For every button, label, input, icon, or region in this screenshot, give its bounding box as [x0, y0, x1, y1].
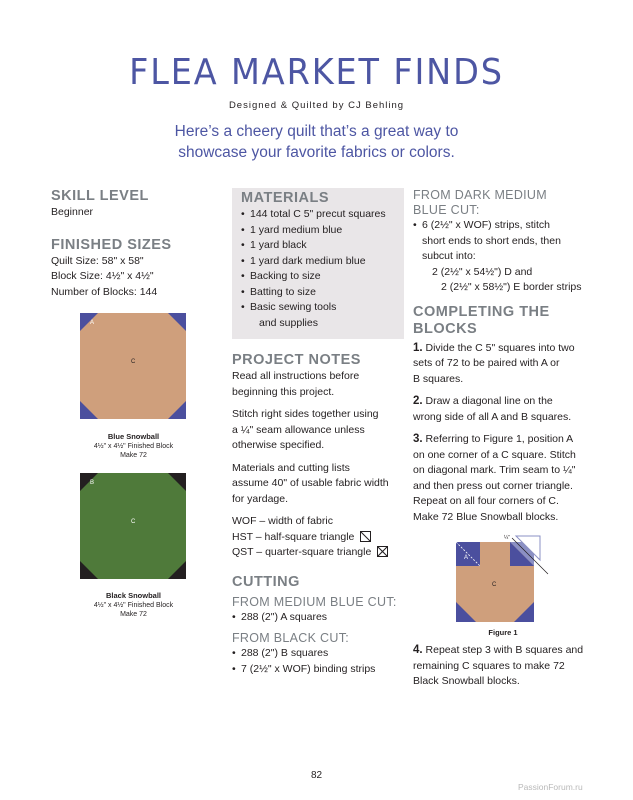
black-snowball-caption [51, 591, 216, 619]
note-line: Stitch right sides together using [232, 408, 379, 420]
figure-1-diagram [454, 530, 550, 624]
skill-level-heading: SKILL LEVEL [51, 188, 149, 204]
step-line: Draw a diagonal line on the [425, 395, 553, 407]
note-line: Materials and cutting lists [232, 461, 350, 474]
half-square-triangle-icon [360, 531, 371, 542]
page-title: FLEA MARKET FINDS [129, 52, 504, 93]
black-block-label-b: B [90, 480, 95, 486]
blue-snowball-block-figure [80, 313, 186, 419]
finished-sizes-heading: FINISHED SIZES [51, 236, 172, 253]
subtitle-line: Here’s a cheery quilt that’s a great way to [174, 123, 459, 140]
note-line: assume 40" of usable fabric width [232, 477, 389, 489]
figure-label-quarter-inch: ¼" [504, 535, 510, 541]
abbrev-qst [232, 545, 404, 561]
blue-block-center-c [80, 313, 186, 419]
step-number: 4. [413, 644, 423, 656]
materials-item-continued: and supplies [259, 316, 318, 329]
page-number: 82 [310, 770, 323, 781]
skill-level-value: Beginner [51, 206, 94, 218]
step-1 [413, 341, 593, 388]
materials-item: • 1 yard medium blue [241, 223, 396, 239]
completing-blocks-heading [413, 304, 593, 338]
cutting-item: • 6 (2½" x WOF) strips, stitch [413, 218, 593, 234]
materials-item: • Backing to size [241, 269, 396, 285]
blue-snowball-caption [51, 432, 216, 460]
materials-item: • 144 total C 5" precut squares [241, 207, 396, 223]
step-line: Divide the C 5" squares into two [425, 341, 575, 354]
cutting-medium-blue-heading: FROM MEDIUM BLUE CUT: [232, 594, 397, 609]
materials-item: • 1 yard dark medium blue [241, 254, 396, 270]
figure-label-a: A [464, 555, 469, 561]
cutting-item: • 288 (2") B squares [232, 646, 404, 662]
step-line: on one corner of a C square. Stitch [413, 448, 576, 461]
note-line: Read all instructions before [232, 370, 360, 382]
materials-box [232, 188, 404, 339]
quarter-square-triangle-icon [377, 546, 388, 557]
subcut-item: 2 (2½" x 54½") D and [432, 265, 533, 278]
cutting-item: • 288 (2") A squares [232, 610, 404, 626]
caption-size: 4½" x 4½" Finished Block [93, 602, 174, 609]
step-4 [413, 643, 593, 690]
step-line: wrong side of all A and B squares. [413, 410, 572, 423]
abbrev-wof: WOF – width of fabric [232, 515, 333, 527]
caption-title: Blue Snowball [107, 432, 160, 441]
step-3 [413, 432, 593, 525]
step-number: 1. [413, 341, 423, 354]
step-line: sets of 72 to be paired with A or [413, 357, 560, 369]
watermark: PassionForum.ru [518, 782, 583, 792]
caption-make: Make 72 [120, 452, 147, 459]
materials-item: • 1 yard black [241, 238, 396, 254]
blue-block-label-c: C [131, 359, 136, 365]
materials-item: • Basic sewing tools [241, 300, 396, 316]
materials-item: • Batting to size [241, 285, 396, 301]
step-line: remaining C squares to make 72 [413, 659, 565, 672]
step-2 [413, 394, 593, 425]
block-size: Block Size: 4½" x 4½" [51, 270, 154, 282]
cutting-black-heading: FROM BLACK CUT: [232, 631, 350, 645]
cutting-heading: CUTTING [232, 573, 300, 590]
subtitle [0, 121, 633, 163]
note-line: a ¼" seam allowance unless [232, 423, 365, 436]
designer-byline: Designed & Quilted by CJ Behling [228, 100, 405, 111]
abbrev-hst-text: HST – half-square triangle [232, 530, 355, 543]
abbrev-hst [232, 530, 404, 546]
step-line: and then press out corner triangle. [413, 479, 573, 492]
figure-label-c: C [492, 582, 497, 588]
step-line: on diagonal mark. Trim seam to ¼" [413, 464, 576, 476]
subcut-item: 2 (2½" x 58½") E border strips [441, 281, 582, 293]
cutting-item: • 7 (2½" x WOF) binding strips [232, 662, 404, 678]
step-line: Referring to Figure 1, position A [425, 433, 574, 445]
caption-title: Black Snowball [105, 591, 162, 600]
cutting-item-continued: subcut into: [422, 250, 476, 262]
step-line: Repeat on all four corners of C. [413, 495, 559, 507]
materials-heading: MATERIALS [241, 190, 330, 206]
step-line: Repeat step 3 with B squares and [425, 644, 584, 656]
heading-line: COMPLETING THE [413, 303, 550, 320]
project-notes-heading: PROJECT NOTES [232, 352, 361, 368]
abbrev-qst-text: QST – quarter-square triangle [232, 546, 372, 558]
left-column [51, 188, 221, 619]
note-line: for yardage. [232, 492, 289, 505]
heading-line: BLUE CUT: [413, 203, 480, 217]
black-block-label-c: C [131, 519, 136, 525]
heading-line: BLOCKS [413, 320, 478, 337]
cutting-item-continued: short ends to short ends, then [422, 234, 561, 247]
caption-make: Make 72 [120, 611, 147, 618]
step-line: Make 72 Blue Snowball blocks. [413, 510, 559, 523]
heading-line: FROM DARK MEDIUM [413, 188, 547, 202]
step-line: Black Snowball blocks. [413, 675, 520, 687]
figure-1-caption: Figure 1 [488, 628, 518, 637]
quilt-size: Quilt Size: 58" x 58" [51, 254, 144, 267]
middle-column [232, 188, 404, 677]
step-number: 3. [413, 433, 423, 445]
blue-block-label-a: A [90, 320, 95, 326]
number-of-blocks: Number of Blocks: 144 [51, 285, 158, 298]
cutting-dark-medium-blue-heading [413, 188, 593, 218]
right-column [413, 188, 593, 697]
black-snowball-block-figure [80, 473, 186, 579]
note-line: beginning this project. [232, 385, 335, 398]
black-block-center-c [80, 473, 186, 579]
step-number: 2. [413, 395, 423, 407]
subtitle-line: showcase your favorite fabrics or colors. [178, 144, 455, 161]
caption-size: 4½" x 4½" Finished Block [93, 443, 174, 450]
step-line: B squares. [413, 372, 464, 385]
note-line: otherwise specified. [232, 439, 325, 451]
steps-list [413, 341, 593, 690]
